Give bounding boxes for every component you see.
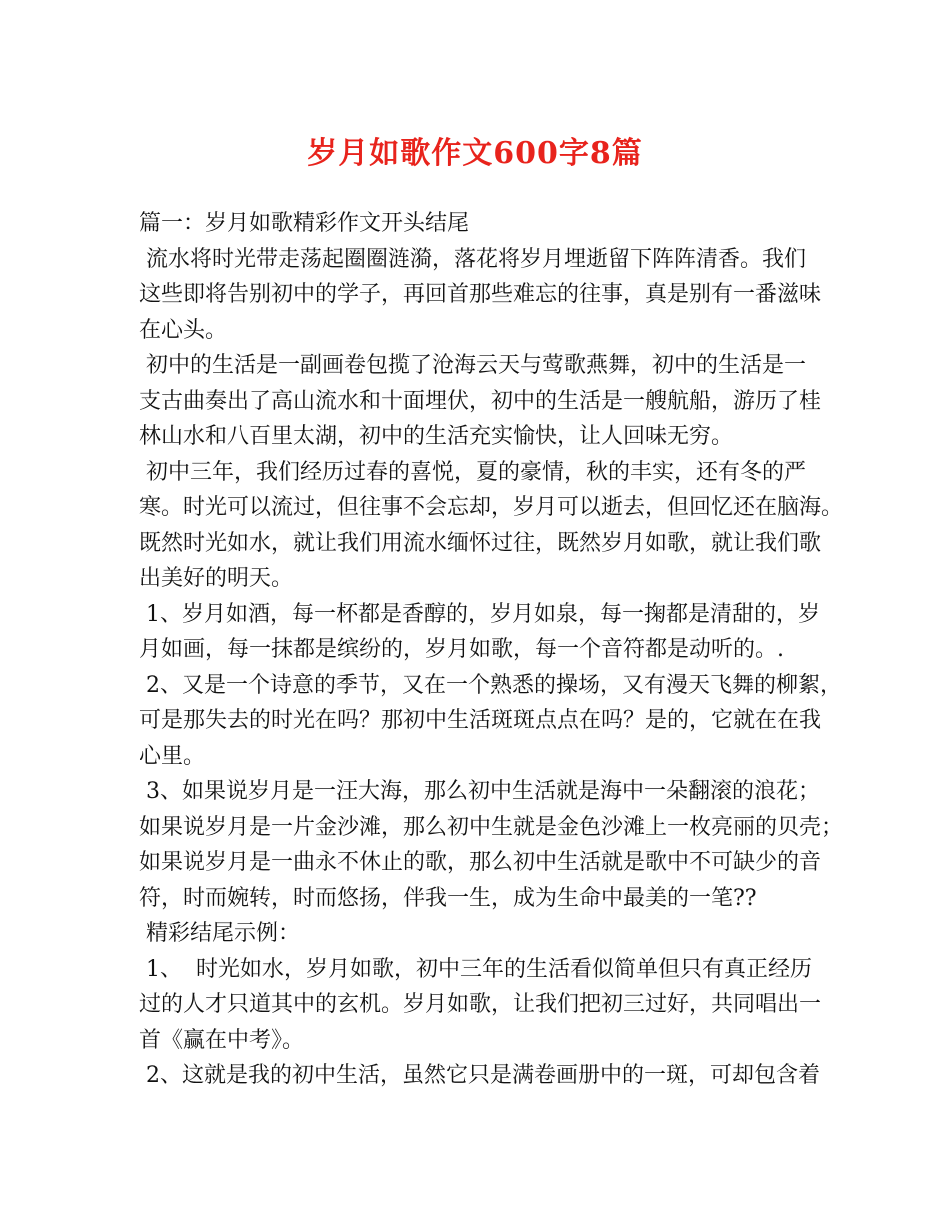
- text-line: 如果说岁月是一曲永不休止的歌，那么初中生活就是歌中不可缺少的音: [139, 850, 822, 875]
- text-line: 首《赢在中考》。: [139, 1027, 305, 1053]
- text-line: 如果说岁月是一片金沙滩，那么初中生就是金色沙滩上一枚亮丽的贝壳；: [139, 814, 844, 840]
- text-line: 1、 时光如水，岁月如歌，初中三年的生活看似简单但只有真正经历: [139, 956, 812, 982]
- text-line: 支古曲奏出了高山流水和十面埋伏，初中的生活是一艘航船，游历了桂: [139, 388, 822, 414]
- text-line: 初中的生活是一副画卷包揽了沧海云天与莺歌燕舞，初中的生活是一: [139, 353, 806, 378]
- text-line: 月如画，每一抹都是缤纷的，岁月如歌，每一个音符都是动听的。.: [139, 637, 784, 662]
- text-line: 2、这就是我的初中生活，虽然它只是满卷画册中的一斑，可却包含着: [139, 1063, 820, 1088]
- text-line: 在心头。: [139, 317, 228, 343]
- document-title: 岁月如歌作文600字8篇: [307, 136, 643, 171]
- text-line: 这些即将告别初中的学子，再回首那些难忘的往事，真是别有一番滋味: [139, 282, 822, 307]
- text-line: 精彩结尾示例：: [139, 921, 300, 946]
- text-line: 流水将时光带走荡起圈圈涟漪，落花将岁月埋逝留下阵阵清香。我们: [139, 246, 806, 272]
- text-line: 心里。: [139, 743, 206, 769]
- text-line: 3、如果说岁月是一汪大海，那么初中生活就是海中一朵翻滚的浪花；: [139, 779, 820, 804]
- text-line: 寒。时光可以流过，但往事不会忘却，岁月可以逝去，但回忆还在脑海。: [139, 495, 844, 520]
- text-line: 可是那失去的时光在吗？那初中生活斑斑点点在吗？是的，它就在在我: [139, 708, 822, 733]
- text-line: 2、又是一个诗意的季节，又在一个熟悉的操场，又有漫天飞舞的柳絮，: [139, 672, 842, 698]
- text-line: 1、岁月如酒，每一杯都是香醇的，岁月如泉，每一掬都是清甜的，岁: [139, 601, 820, 627]
- text-line: 林山水和八百里太湖，初中的生活充实愉快，让人回味无穷。: [139, 424, 734, 449]
- document-body: [139, 206, 844, 1094]
- text-line: 篇一：岁月如歌精彩作文开头结尾: [139, 211, 470, 236]
- text-line: 出美好的明天。: [139, 566, 294, 591]
- text-line: 初中三年，我们经历过春的喜悦，夏的豪情，秋的丰实，还有冬的严: [139, 459, 806, 485]
- text-line: 过的人才只道其中的玄机。岁月如歌，让我们把初三过好，共同唱出一: [139, 992, 822, 1017]
- text-line: 符，时而婉转，时而悠扬，伴我一生，成为生命中最美的一笔??: [139, 885, 757, 911]
- text-line: 既然时光如水，就让我们用流水缅怀过往，既然岁月如歌，就让我们歌: [139, 530, 822, 556]
